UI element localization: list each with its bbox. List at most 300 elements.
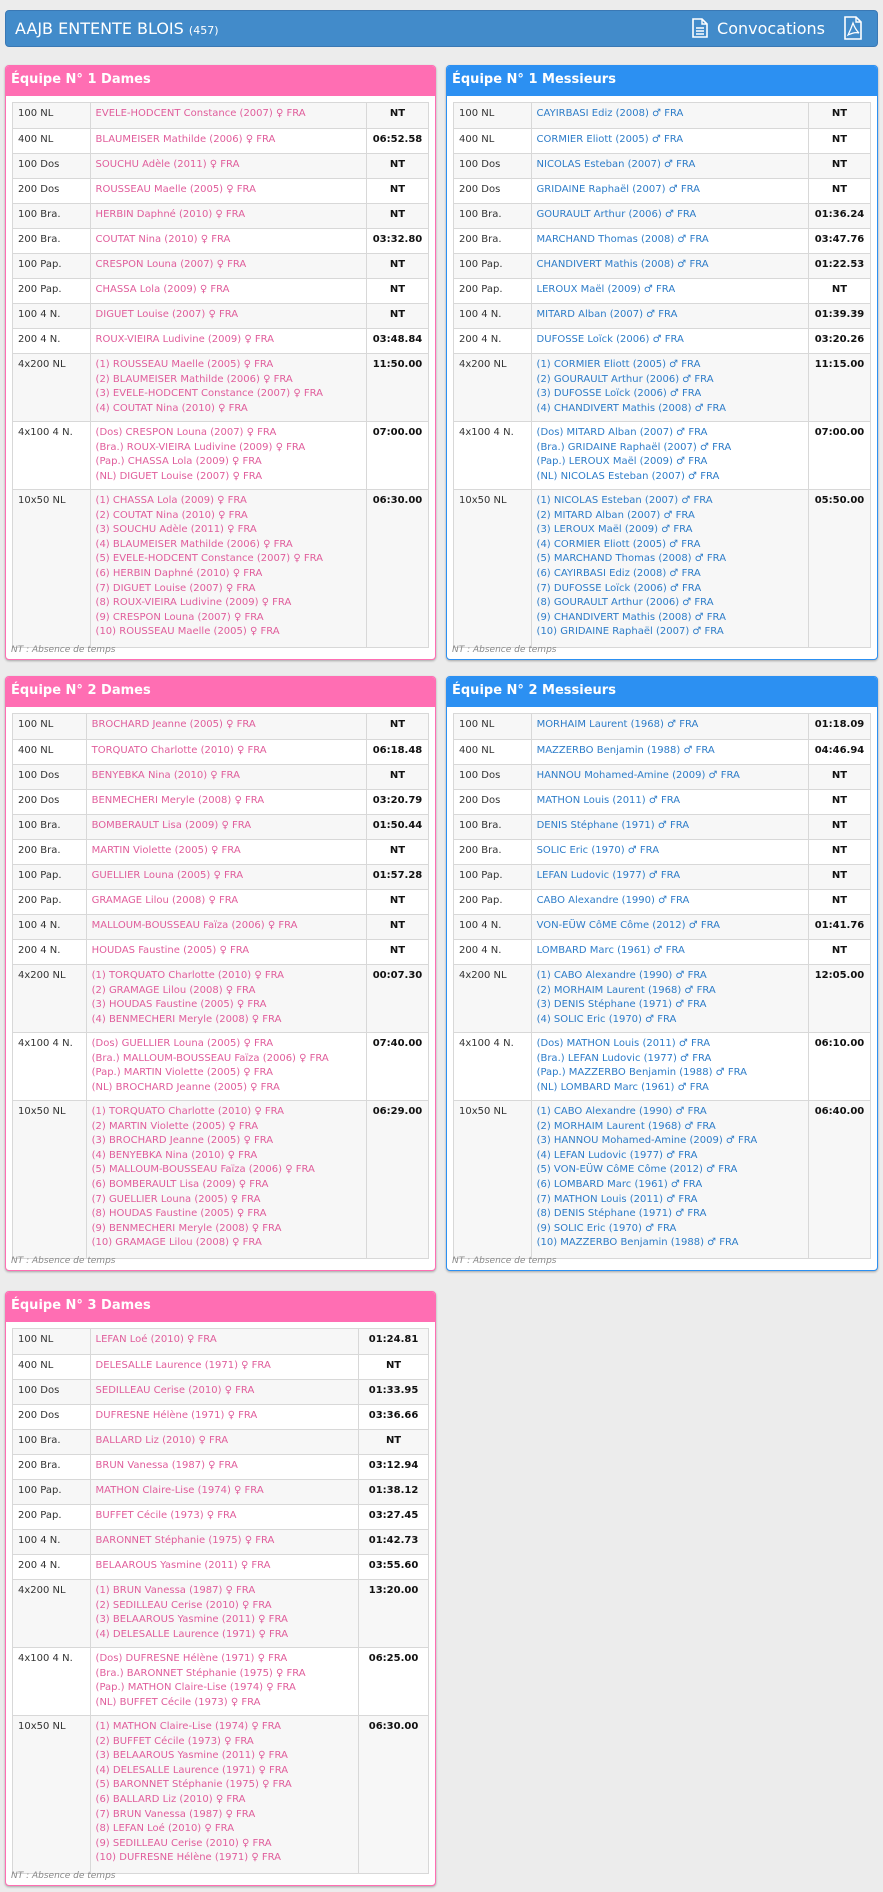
event-name: 4x200 NL [459, 970, 507, 981]
swimmer-name: (4) DELESALLE Laurence (1971) ♀ FRA [95, 1628, 289, 1640]
event-cell [13, 815, 87, 840]
team-table [12, 102, 429, 648]
table-row [13, 204, 429, 229]
table-row [13, 940, 429, 965]
swimmer-cell[interactable] [531, 940, 808, 965]
time-value: 03:55.60 [368, 1560, 419, 1571]
swimmer-name: BLAUMEISER Mathilde (2006) ♀ FRA [95, 134, 276, 145]
swimmer-cell[interactable] [86, 940, 366, 965]
event-cell [454, 740, 532, 765]
time-cell [367, 740, 429, 765]
club-title [15, 19, 219, 38]
swimmer-cell[interactable] [531, 1101, 808, 1259]
swimmer-name: ROUX-VIEIRA Ludivine (2009) ♀ FRA [95, 334, 274, 345]
swimmer-name: BENMECHERI Meryle (2008) ♀ FRA [91, 795, 265, 806]
event-name: 100 Pap. [18, 870, 62, 881]
time-value: 01:22.53 [814, 259, 865, 270]
swimmer-name: (2) MORHAIM Laurent (1968) ♂ FRA [536, 984, 716, 996]
event-cell [13, 490, 91, 648]
swimmer-name: HOUDAS Faustine (2005) ♀ FRA [91, 945, 250, 956]
swimmer-cell[interactable] [90, 304, 366, 329]
event-cell [454, 890, 532, 915]
swimmer-cell[interactable] [531, 354, 808, 422]
swimmer-cell[interactable] [90, 329, 366, 354]
swimmer-cell[interactable] [531, 129, 808, 154]
swimmer-cell[interactable] [86, 790, 366, 815]
event-cell [13, 154, 91, 179]
swimmer-name: (3) HANNOU Mohamed-Amine (2009) ♂ FRA [536, 1135, 758, 1147]
swimmer-cell[interactable] [90, 1380, 359, 1405]
swimmer-cell[interactable] [90, 254, 366, 279]
swimmer-cell[interactable] [531, 840, 808, 865]
event-name: 100 Pap. [459, 870, 503, 881]
event-name: 200 Dos [459, 184, 501, 195]
swimmer-cell[interactable] [86, 890, 366, 915]
event-name: 100 Bra. [18, 1435, 61, 1446]
event-name: 100 Dos [18, 770, 60, 781]
swimmer-cell[interactable] [90, 204, 366, 229]
swimmer-cell[interactable] [531, 279, 808, 304]
table-row [454, 815, 871, 840]
table-row [13, 714, 429, 740]
event-cell [13, 1530, 91, 1555]
table-row [454, 354, 871, 422]
table-row [454, 304, 871, 329]
time-cell [367, 354, 429, 422]
swimmer-cell[interactable] [531, 179, 808, 204]
swimmer-name: (7) BRUN Vanessa (1987) ♀ FRA [95, 1808, 256, 1820]
swimmer-cell[interactable] [90, 279, 366, 304]
time-cell [809, 865, 871, 890]
swimmer-name: HERBIN Daphné (2010) ♀ FRA [95, 209, 246, 220]
table-row [454, 1033, 871, 1101]
swimmer-cell[interactable] [531, 815, 808, 840]
swimmer-cell[interactable] [531, 154, 808, 179]
event-name: 200 4 N. [459, 334, 502, 345]
swimmer-name: (7) DUFOSSE Loïck (2006) ♂ FRA [536, 582, 702, 594]
time-cell [809, 890, 871, 915]
event-cell [13, 1033, 87, 1101]
time-cell [367, 304, 429, 329]
table-row [454, 915, 871, 940]
swimmer-name: (2) MITARD Alban (2007) ♂ FRA [536, 509, 695, 521]
time-cell [367, 1033, 429, 1101]
time-cell [359, 1405, 429, 1430]
event-cell [454, 940, 532, 965]
event-name: 100 NL [18, 719, 54, 730]
swimmer-name: (9) SEDILLEAU Cerise (2010) ♀ FRA [95, 1837, 272, 1849]
swimmer-name: (6) HERBIN Daphné (2010) ♀ FRA [95, 567, 263, 579]
swimmer-name: MITARD Alban (2007) ♂ FRA [536, 309, 678, 320]
event-name: 200 Pap. [18, 284, 62, 295]
time-cell [359, 1329, 429, 1355]
time-cell [809, 714, 871, 740]
swimmer-name: (1) CHASSA Lola (2009) ♀ FRA [95, 495, 247, 506]
swimmer-name: (9) CHANDIVERT Mathis (2008) ♂ FRA [536, 611, 726, 623]
time-cell [809, 129, 871, 154]
swimmer-name: (NL) BUFFET Cécile (1973) ♀ FRA [95, 1696, 261, 1708]
time-cell [367, 765, 429, 790]
swimmer-name: (Bra.) MALLOUM-BOUSSEAU Faïza (2006) ♀ FRA [91, 1052, 329, 1064]
convocations-button[interactable] [691, 18, 825, 38]
swimmer-name: (5) MARCHAND Thomas (2008) ♂ FRA [536, 553, 727, 565]
time-value: NT [389, 108, 406, 119]
swimmer-cell[interactable] [86, 840, 366, 865]
swimmer-cell[interactable] [86, 1033, 366, 1101]
event-cell [13, 714, 87, 740]
event-name: 200 4 N. [18, 1560, 61, 1571]
swimmer-cell[interactable] [86, 765, 366, 790]
swimmer-cell[interactable] [90, 1648, 359, 1716]
nt-legend: NT : Absence de temps [452, 645, 557, 655]
time-value: NT [831, 184, 848, 195]
event-cell [13, 790, 87, 815]
time-cell [367, 329, 429, 354]
time-value: 11:50.00 [372, 359, 423, 370]
nt-legend: NT : Absence de temps [452, 1256, 557, 1266]
time-value: NT [389, 309, 406, 320]
event-cell [454, 490, 532, 648]
table-row [13, 1329, 429, 1355]
swimmer-name: (7) MATHON Louis (2011) ♂ FRA [536, 1193, 698, 1205]
swimmer-cell[interactable] [90, 1455, 359, 1480]
table-row [454, 154, 871, 179]
time-cell [367, 179, 429, 204]
swimmer-name: (9) CRESPON Louna (2007) ♀ FRA [95, 611, 264, 623]
time-value: 05:50.00 [814, 495, 865, 506]
event-cell [454, 304, 532, 329]
swimmer-cell[interactable] [531, 790, 808, 815]
time-cell [367, 229, 429, 254]
event-name: 4x200 NL [18, 359, 66, 370]
table-row [454, 279, 871, 304]
swimmer-name: EVELE-HODCENT Constance (2007) ♀ FRA [95, 108, 306, 119]
event-name: 100 Pap. [459, 259, 503, 270]
time-cell [809, 154, 871, 179]
event-cell [454, 1101, 532, 1259]
event-name: 100 4 N. [459, 920, 502, 931]
time-value: NT [831, 945, 848, 956]
event-name: 100 Bra. [18, 209, 61, 220]
event-name: 100 4 N. [18, 920, 61, 931]
time-cell [367, 154, 429, 179]
event-cell [13, 1329, 91, 1355]
swimmer-name: (10) GRIDAINE Raphaël (2007) ♂ FRA [536, 626, 724, 638]
swimmer-cell[interactable] [531, 740, 808, 765]
event-name: 100 Dos [459, 159, 501, 170]
swimmer-name: MATHON Louis (2011) ♂ FRA [536, 795, 681, 806]
time-cell [367, 490, 429, 648]
swimmer-name: CHANDIVERT Mathis (2008) ♂ FRA [536, 259, 709, 270]
swimmer-cell[interactable] [531, 714, 808, 740]
swimmer-cell[interactable] [86, 1101, 366, 1259]
event-cell [454, 965, 532, 1033]
pdf-icon[interactable] [843, 16, 863, 40]
time-cell [367, 254, 429, 279]
swimmer-name: (8) GOURAULT Arthur (2006) ♂ FRA [536, 597, 714, 609]
swimmer-name: (1) NICOLAS Esteban (2007) ♂ FRA [536, 495, 713, 506]
event-cell [13, 915, 87, 940]
swimmer-name: (3) BELAAROUS Yasmine (2011) ♀ FRA [95, 1614, 288, 1626]
document-icon [691, 18, 709, 38]
event-cell [454, 840, 532, 865]
swimmer-cell[interactable] [531, 915, 808, 940]
time-cell [809, 1101, 871, 1259]
swimmer-cell[interactable] [90, 229, 366, 254]
swimmer-name: (3) HOUDAS Faustine (2005) ♀ FRA [91, 999, 267, 1011]
event-name: 100 4 N. [18, 309, 61, 320]
swimmer-cell[interactable] [531, 254, 808, 279]
swimmer-cell[interactable] [90, 1555, 359, 1580]
swimmer-cell[interactable] [90, 179, 366, 204]
swimmer-cell[interactable] [86, 965, 366, 1033]
swimmer-name: VON-EÜW CôME Côme (2012) ♂ FRA [536, 920, 720, 931]
table-row [13, 1505, 429, 1530]
swimmer-name: (10) GRAMAGE Lilou (2008) ♀ FRA [91, 1237, 262, 1249]
swimmer-cell[interactable] [86, 740, 366, 765]
swimmer-name: LEROUX Maël (2009) ♂ FRA [536, 284, 676, 295]
event-name: 200 4 N. [459, 945, 502, 956]
event-name: 100 4 N. [18, 1535, 61, 1546]
table-row [454, 254, 871, 279]
table-row [454, 422, 871, 490]
swimmer-cell[interactable] [531, 229, 808, 254]
time-cell [809, 103, 871, 129]
time-value: 00:07.30 [372, 970, 423, 981]
swimmer-cell[interactable] [90, 1580, 359, 1648]
event-cell [13, 1716, 91, 1874]
swimmer-cell[interactable] [90, 1716, 359, 1874]
time-cell [367, 714, 429, 740]
event-cell [13, 1101, 87, 1259]
swimmer-name: (Bra.) ROUX-VIEIRA Ludivine (2009) ♀ FRA [95, 441, 306, 453]
time-value: NT [831, 108, 848, 119]
swimmer-name: HANNOU Mohamed-Amine (2009) ♂ FRA [536, 770, 740, 781]
table-row [454, 965, 871, 1033]
swimmer-name: (1) CORMIER Eliott (2005) ♂ FRA [536, 359, 701, 370]
swimmer-cell[interactable] [90, 1480, 359, 1505]
time-cell [809, 329, 871, 354]
panel-title: Équipe N° 1 Messieurs [447, 66, 877, 96]
swimmer-name: (4) CHANDIVERT Mathis (2008) ♂ FRA [536, 402, 726, 414]
swimmer-cell[interactable] [90, 1405, 359, 1430]
swimmer-name: (4) SOLIC Eric (1970) ♂ FRA [536, 1013, 677, 1025]
swimmer-name: GOURAULT Arthur (2006) ♂ FRA [536, 209, 697, 220]
swimmer-name: NICOLAS Esteban (2007) ♂ FRA [536, 159, 696, 170]
time-value: NT [385, 1360, 402, 1371]
table-row [454, 103, 871, 129]
event-cell [454, 229, 532, 254]
table-row [13, 790, 429, 815]
swimmer-cell[interactable] [531, 890, 808, 915]
time-cell [359, 1380, 429, 1405]
table-row [454, 490, 871, 648]
time-cell [809, 229, 871, 254]
time-value: NT [831, 134, 848, 145]
swimmer-name: (Bra.) LEFAN Ludovic (1977) ♂ FRA [536, 1052, 712, 1064]
convocations-label: Convocations [717, 19, 825, 38]
time-value: NT [385, 1435, 402, 1446]
swimmer-cell[interactable] [90, 1505, 359, 1530]
event-cell [13, 254, 91, 279]
time-value: 01:41.76 [814, 920, 865, 931]
table-row [454, 940, 871, 965]
swimmer-name: (Pap.) LEROUX Maël (2009) ♂ FRA [536, 456, 708, 468]
swimmer-name: BUFFET Cécile (1973) ♀ FRA [95, 1510, 237, 1521]
swimmer-name: (3) BELAAROUS Yasmine (2011) ♀ FRA [95, 1750, 288, 1762]
time-cell [359, 1555, 429, 1580]
time-value: 01:38.12 [368, 1485, 419, 1496]
time-value: 03:48.84 [372, 334, 423, 345]
table-row [13, 1716, 429, 1874]
swimmer-cell[interactable] [531, 329, 808, 354]
swimmer-cell[interactable] [90, 1355, 359, 1380]
swimmer-cell[interactable] [531, 765, 808, 790]
time-value: 01:42.73 [368, 1535, 419, 1546]
time-cell [367, 279, 429, 304]
time-cell [367, 940, 429, 965]
swimmer-name: (2) BUFFET Cécile (1973) ♀ FRA [95, 1735, 254, 1747]
swimmer-name: (2) GRAMAGE Lilou (2008) ♀ FRA [91, 984, 256, 996]
swimmer-name: GRIDAINE Raphaël (2007) ♂ FRA [536, 184, 700, 195]
event-name: 400 NL [18, 745, 54, 756]
swimmer-cell[interactable] [531, 1033, 808, 1101]
swimmer-cell[interactable] [90, 1530, 359, 1555]
event-name: 4x100 4 N. [459, 427, 514, 438]
swimmer-name: (4) LEFAN Ludovic (1977) ♂ FRA [536, 1149, 698, 1161]
time-cell [367, 790, 429, 815]
time-value: NT [389, 770, 406, 781]
swimmer-name: (3) DUFOSSE Loïck (2006) ♂ FRA [536, 388, 702, 400]
time-value: 01:50.44 [372, 820, 423, 831]
event-name: 100 Bra. [459, 209, 502, 220]
table-row [13, 490, 429, 648]
event-cell [13, 1555, 91, 1580]
time-cell [809, 740, 871, 765]
table-row [13, 1580, 429, 1648]
swimmer-cell[interactable] [531, 490, 808, 648]
swimmer-name: (2) SEDILLEAU Cerise (2010) ♀ FRA [95, 1599, 272, 1611]
time-value: NT [831, 895, 848, 906]
swimmer-name: (5) BARONNET Stéphanie (1975) ♀ FRA [95, 1779, 292, 1791]
table-row [13, 1355, 429, 1380]
swimmer-cell[interactable] [531, 865, 808, 890]
time-cell [809, 1033, 871, 1101]
swimmer-name: (Dos) MATHON Louis (2011) ♂ FRA [536, 1038, 711, 1049]
event-cell [13, 304, 91, 329]
team-table [453, 713, 871, 1259]
time-value: 06:18.48 [372, 745, 423, 756]
time-value: 03:27.45 [368, 1510, 419, 1521]
time-cell [367, 890, 429, 915]
time-value: NT [389, 284, 406, 295]
time-value: 06:29.00 [372, 1106, 423, 1117]
event-name: 4x100 4 N. [459, 1038, 514, 1049]
event-name: 100 NL [459, 108, 495, 119]
time-cell [359, 1455, 429, 1480]
time-value: 03:47.76 [814, 234, 865, 245]
table-row [454, 714, 871, 740]
time-cell [809, 422, 871, 490]
swimmer-cell[interactable] [86, 815, 366, 840]
team-panel [446, 65, 878, 660]
swimmer-cell[interactable] [531, 422, 808, 490]
swimmer-cell[interactable] [531, 304, 808, 329]
time-cell [809, 254, 871, 279]
nt-legend: NT : Absence de temps [11, 645, 116, 655]
swimmer-name: (3) LEROUX Maël (2009) ♂ FRA [536, 524, 693, 536]
table-row [13, 103, 429, 129]
time-value: NT [831, 820, 848, 831]
swimmer-cell[interactable] [90, 490, 366, 648]
swimmer-cell[interactable] [86, 915, 366, 940]
swimmer-name: (1) TORQUATO Charlotte (2010) ♀ FRA [91, 970, 284, 981]
swimmer-name: (Pap.) CHASSA Lola (2009) ♀ FRA [95, 456, 262, 468]
table-row [13, 965, 429, 1033]
event-cell [454, 254, 532, 279]
swimmer-cell[interactable] [90, 129, 366, 154]
swimmer-cell[interactable] [90, 103, 366, 129]
event-cell [13, 1430, 91, 1455]
event-cell [13, 1405, 91, 1430]
table-row [13, 229, 429, 254]
table-row [13, 840, 429, 865]
time-value: NT [831, 870, 848, 881]
event-cell [454, 815, 532, 840]
table-row [13, 1380, 429, 1405]
swimmer-cell[interactable] [531, 965, 808, 1033]
swimmer-cell[interactable] [90, 422, 366, 490]
event-name: 100 Bra. [459, 820, 502, 831]
swimmer-cell[interactable] [90, 154, 366, 179]
swimmer-cell[interactable] [531, 204, 808, 229]
event-cell [13, 1455, 91, 1480]
table-row [454, 790, 871, 815]
time-value: 03:20.26 [814, 334, 865, 345]
event-name: 200 Bra. [18, 1460, 61, 1471]
event-name: 10x50 NL [459, 495, 507, 506]
panel-title: Équipe N° 3 Dames [6, 1292, 435, 1322]
time-value: NT [831, 284, 848, 295]
event-name: 10x50 NL [18, 1721, 66, 1732]
swimmer-cell[interactable] [531, 103, 808, 129]
table-row [13, 154, 429, 179]
event-name: 100 4 N. [459, 309, 502, 320]
time-cell [367, 422, 429, 490]
swimmer-name: (9) SOLIC Eric (1970) ♂ FRA [536, 1222, 677, 1234]
swimmer-name: (Bra.) BARONNET Stéphanie (1975) ♀ FRA [95, 1667, 306, 1679]
event-name: 200 Dos [459, 795, 501, 806]
time-value: NT [389, 184, 406, 195]
event-cell [454, 329, 532, 354]
swimmer-cell[interactable] [90, 1329, 359, 1355]
time-value: 03:20.79 [372, 795, 423, 806]
swimmer-name: (2) GOURAULT Arthur (2006) ♂ FRA [536, 373, 714, 385]
swimmer-name: MATHON Claire-Lise (1974) ♀ FRA [95, 1485, 264, 1496]
time-value: NT [389, 159, 406, 170]
event-name: 100 Dos [18, 159, 60, 170]
swimmer-name: (2) BLAUMEISER Mathilde (2006) ♀ FRA [95, 373, 293, 385]
event-name: 200 4 N. [18, 334, 61, 345]
swimmer-cell[interactable] [86, 714, 366, 740]
swimmer-name: (4) COUTAT Nina (2010) ♀ FRA [95, 402, 248, 414]
swimmer-cell[interactable] [90, 1430, 359, 1455]
swimmer-name: (5) EVELE-HODCENT Constance (2007) ♀ FRA [95, 553, 323, 565]
swimmer-cell[interactable] [90, 354, 366, 422]
swimmer-cell[interactable] [86, 865, 366, 890]
event-cell [454, 354, 532, 422]
table-row [13, 254, 429, 279]
